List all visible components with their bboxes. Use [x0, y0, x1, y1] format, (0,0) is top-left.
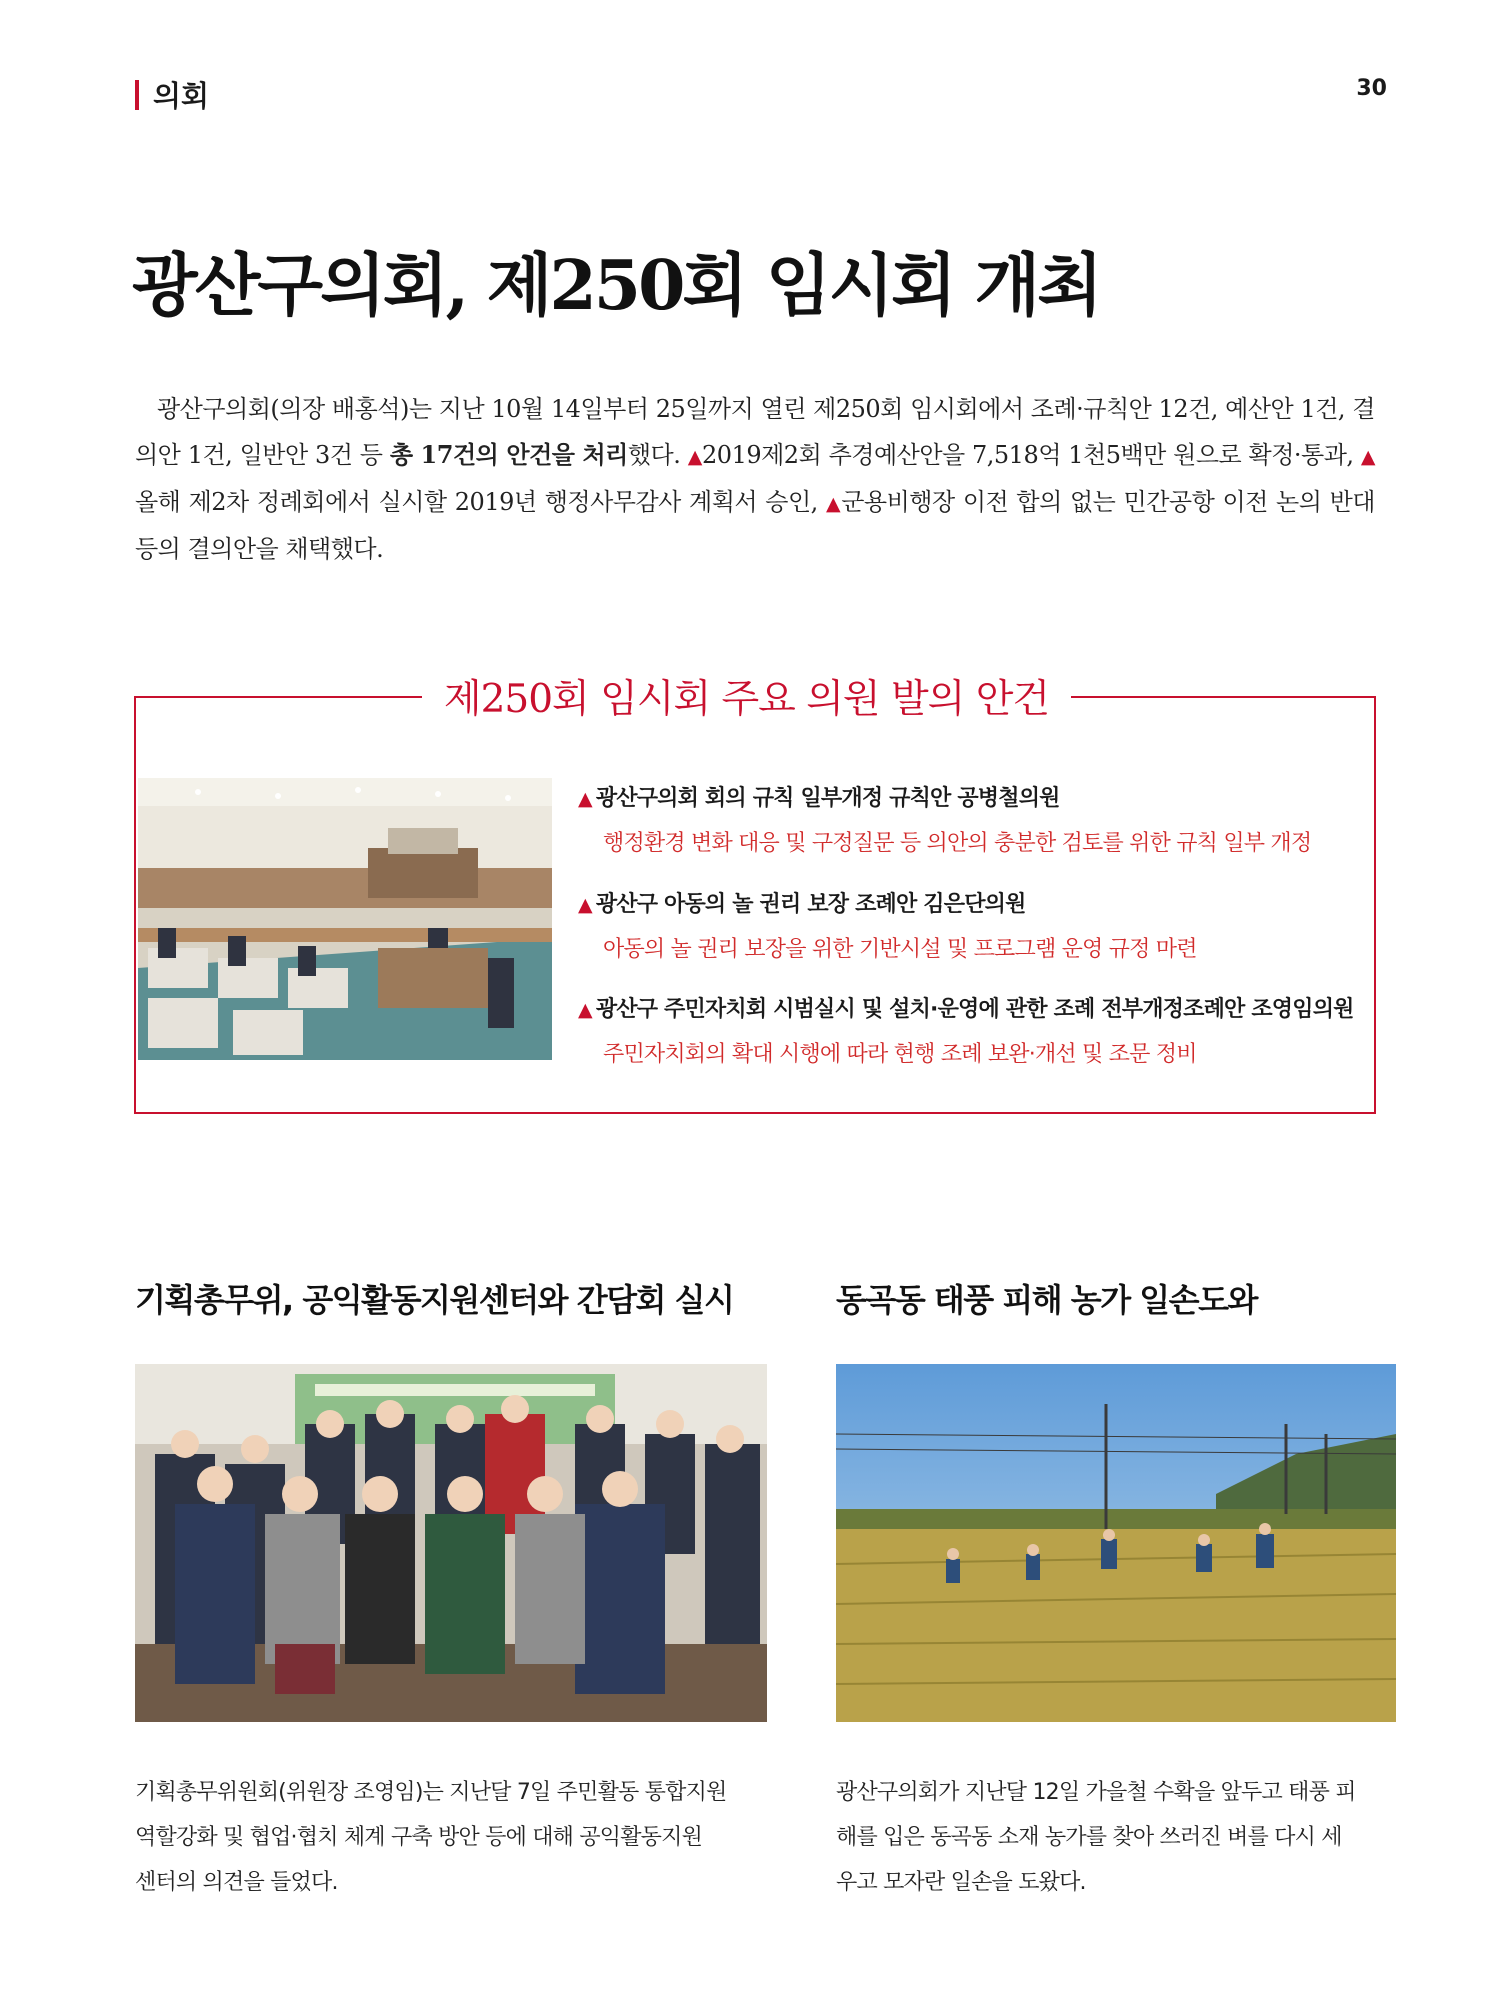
agenda-box-title-text: 제250회 임시회 주요 의원 발의 안건	[422, 677, 1071, 722]
article-line: 역할강화 및 협업·협치 체계 구축 방안 등에 대해 공익활동지원	[135, 1825, 703, 1850]
section-name: 의회	[153, 79, 210, 113]
lead-item-1: 2019제2회 추경예산안을 7,518억 1천5백만 원으로 확정·통과,	[702, 441, 1361, 469]
agenda-item-text: 광산구의회 회의 규칙 일부개정 규칙안	[595, 786, 958, 811]
triangle-bullet-icon: ▲	[826, 493, 842, 515]
article-line: 기획총무위원회(위원장 조영임)는 지난달 7일 주민활동 통합지원	[135, 1780, 727, 1805]
group-photo	[135, 1364, 767, 1722]
agenda-item	[578, 781, 1358, 857]
agenda-item-head	[578, 887, 1358, 918]
agenda-item	[578, 887, 1358, 963]
article-line: 해를 입은 동곡동 소재 농가를 찾아 쓰러진 벼를 다시 세	[836, 1825, 1342, 1850]
agenda-item-member: 조영임의원	[1251, 997, 1354, 1022]
agenda-item-desc: 행정환경 변화 대응 및 구정질문 등 의안의 충분한 검토를 위한 규칙 일부 개정	[603, 831, 1312, 856]
agenda-item-desc: 주민자치회의 확대 시행에 따라 현행 조례 보완·개선 및 조문 정비	[603, 1042, 1197, 1067]
triangle-bullet-icon: ▲	[578, 999, 592, 1021]
article-line: 센터의 의견을 들었다.	[135, 1870, 338, 1895]
agenda-item-text: 광산구 아동의 놀 권리 보장 조례안	[595, 892, 924, 917]
lead-bold: 총 17건의 안건을 처리	[389, 440, 628, 469]
article-line: 우고 모자란 일손을 도왔다.	[836, 1870, 1086, 1895]
council-chamber-photo	[138, 778, 552, 1060]
agenda-item-member: 김은단의원	[923, 892, 1026, 917]
lead-text-2: 했다.	[627, 441, 688, 469]
agenda-item-text: 광산구 주민자치회 시범실시 및 설치·운영에 관한 조례 전부개정조례안	[595, 997, 1252, 1022]
agenda-item-head	[578, 781, 1358, 812]
page-title: 광산구의회, 제250회 임시회 개최	[132, 246, 1100, 326]
section-bar	[135, 80, 139, 110]
triangle-bullet-icon: ▲	[687, 446, 703, 468]
triangle-bullet-icon: ▲	[1360, 446, 1375, 468]
article-body	[135, 1770, 726, 1905]
agenda-item-head	[578, 992, 1358, 1023]
section-label	[135, 74, 209, 115]
article-title: 동곡동 태풍 피해 농가 일손도와	[836, 1281, 1257, 1319]
agenda-item-member: 공병철의원	[957, 786, 1060, 811]
article-title: 기획총무위, 공익활동지원센터와 간담회 실시	[135, 1281, 734, 1319]
lead-text-1: 광산구의회(의장 배홍석)는 지난 10월 14일부터 25일까지 열린 제250회 임시회에서 조례·규칙안 12건, 예산안 1건, 결의안 1건, 일반안 3건 등	[135, 395, 1375, 469]
triangle-bullet-icon: ▲	[578, 894, 592, 916]
article-line: 광산구의회가 지난달 12일 가을철 수확을 앞두고 태풍 피	[836, 1780, 1356, 1805]
page-number: 30	[1356, 76, 1387, 101]
lead-item-2: 올해 제2차 정례회에서 실시할 2019년 행정사무감사 계획서 승인,	[135, 488, 827, 516]
agenda-item-desc: 아동의 놀 권리 보장을 위한 기반시설 및 프로그램 운영 규정 마련	[603, 937, 1197, 962]
lead-item-3: 군용비행장 이전 합의 없는 민간공항 이전 논의 반대 등의 결의안을 채택했다.	[135, 488, 1375, 563]
article-body	[836, 1770, 1356, 1905]
rice-field-photo	[836, 1364, 1396, 1722]
lead-paragraph	[135, 387, 1375, 572]
agenda-item	[578, 992, 1358, 1068]
agenda-box-title	[0, 668, 1493, 724]
triangle-bullet-icon: ▲	[578, 788, 592, 810]
